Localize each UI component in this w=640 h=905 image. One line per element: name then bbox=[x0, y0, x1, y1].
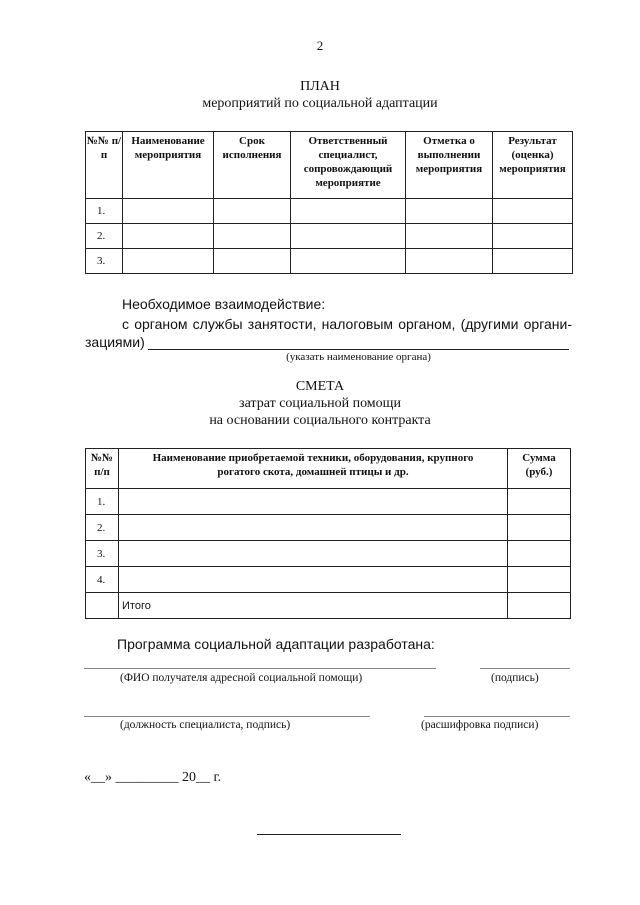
table-cell[interactable] bbox=[119, 515, 508, 541]
table-cell[interactable] bbox=[508, 515, 571, 541]
estimate-table bbox=[85, 448, 571, 619]
signature-caption: (подпись) bbox=[491, 672, 539, 684]
table-cell[interactable] bbox=[123, 224, 214, 249]
table-row bbox=[86, 515, 571, 541]
table-cell[interactable] bbox=[508, 541, 571, 567]
row-number: 2. bbox=[86, 224, 123, 249]
table-cell[interactable] bbox=[406, 249, 493, 274]
table-cell[interactable] bbox=[493, 199, 573, 224]
row-number: 4. bbox=[86, 567, 119, 593]
plan-table-header bbox=[86, 132, 573, 199]
specialist-line[interactable] bbox=[84, 716, 370, 717]
table-cell[interactable] bbox=[214, 224, 291, 249]
recipient-name-line[interactable] bbox=[84, 668, 436, 669]
plan-col-mark: Отметка о выполнении мероприятия bbox=[406, 132, 493, 199]
row-number: 3. bbox=[86, 541, 119, 567]
table-cell[interactable] bbox=[291, 224, 406, 249]
interaction-line-a: с органом службы занятости, налоговым органом, (другими органи- bbox=[122, 316, 572, 332]
organ-caption: (указать наименование органа) bbox=[286, 351, 431, 363]
estimate-title: СМЕТА bbox=[295, 379, 345, 394]
table-cell[interactable] bbox=[508, 489, 571, 515]
estimate-title-block bbox=[0, 378, 640, 429]
table-cell[interactable] bbox=[214, 199, 291, 224]
table-cell[interactable] bbox=[493, 249, 573, 274]
row-number: 2. bbox=[86, 515, 119, 541]
estimate-table-header bbox=[86, 449, 571, 489]
decode-line[interactable] bbox=[424, 716, 570, 717]
table-row-total bbox=[86, 593, 571, 619]
estimate-col-number: №№ п/п bbox=[86, 449, 119, 489]
footer-rule bbox=[257, 834, 401, 835]
estimate-col-name: Наименование приобретаемой техники, оборудования, крупного рогатого скота, домашней птицы и др. bbox=[119, 449, 508, 489]
table-cell[interactable] bbox=[214, 249, 291, 274]
table-cell[interactable] bbox=[406, 224, 493, 249]
interaction-line-b: зациями) bbox=[85, 334, 145, 350]
table-row bbox=[86, 567, 571, 593]
interaction-heading: Необходимое взаимодействие: bbox=[122, 296, 326, 312]
row-number: 1. bbox=[86, 489, 119, 515]
plan-col-number: №№ п/п bbox=[86, 132, 123, 199]
total-label: Итого bbox=[119, 593, 508, 619]
table-cell[interactable] bbox=[123, 199, 214, 224]
table-cell[interactable] bbox=[508, 567, 571, 593]
plan-title-block bbox=[0, 78, 640, 112]
organ-name-line[interactable] bbox=[148, 349, 569, 350]
estimate-subtitle-2: на основании социального контракта bbox=[209, 413, 431, 428]
total-sum-cell[interactable] bbox=[508, 593, 571, 619]
table-cell[interactable] bbox=[119, 541, 508, 567]
plan-col-result: Результат (оценка) мероприятия bbox=[493, 132, 573, 199]
table-cell[interactable] bbox=[119, 567, 508, 593]
plan-subtitle: мероприятий по социальной адаптации bbox=[202, 96, 438, 111]
program-heading: Программа социальной адаптации разработана: bbox=[117, 636, 435, 652]
table-cell[interactable] bbox=[406, 199, 493, 224]
page-number: 2 bbox=[316, 38, 324, 53]
table-row bbox=[86, 199, 573, 224]
row-number: 3. bbox=[86, 249, 123, 274]
decode-caption: (расшифровка подписи) bbox=[421, 719, 539, 731]
recipient-caption: (ФИО получателя адресной социальной помощи) bbox=[120, 672, 363, 684]
estimate-col-sum: Сумма (руб.) bbox=[508, 449, 571, 489]
plan-title: ПЛАН bbox=[300, 79, 340, 94]
recipient-signature-line[interactable] bbox=[480, 668, 570, 669]
table-cell[interactable] bbox=[291, 249, 406, 274]
row-number: 1. bbox=[86, 199, 123, 224]
table-cell[interactable] bbox=[123, 249, 214, 274]
specialist-caption: (должность специалиста, подпись) bbox=[120, 719, 291, 731]
plan-col-responsible: Ответственный специалист, сопровождающий мероприятие bbox=[291, 132, 406, 199]
plan-table bbox=[85, 131, 573, 274]
table-row bbox=[86, 489, 571, 515]
table-cell[interactable] bbox=[291, 199, 406, 224]
plan-col-name: Наименование мероприятия bbox=[123, 132, 214, 199]
table-cell[interactable] bbox=[119, 489, 508, 515]
table-row bbox=[86, 541, 571, 567]
table-cell[interactable] bbox=[493, 224, 573, 249]
date-line[interactable]: «__» _________ 20__ г. bbox=[84, 770, 222, 785]
table-row bbox=[86, 249, 573, 274]
table-cell bbox=[86, 593, 119, 619]
table-row bbox=[86, 224, 573, 249]
estimate-subtitle-1: затрат социальной помощи bbox=[239, 396, 401, 411]
plan-col-deadline: Срок исполнения bbox=[214, 132, 291, 199]
